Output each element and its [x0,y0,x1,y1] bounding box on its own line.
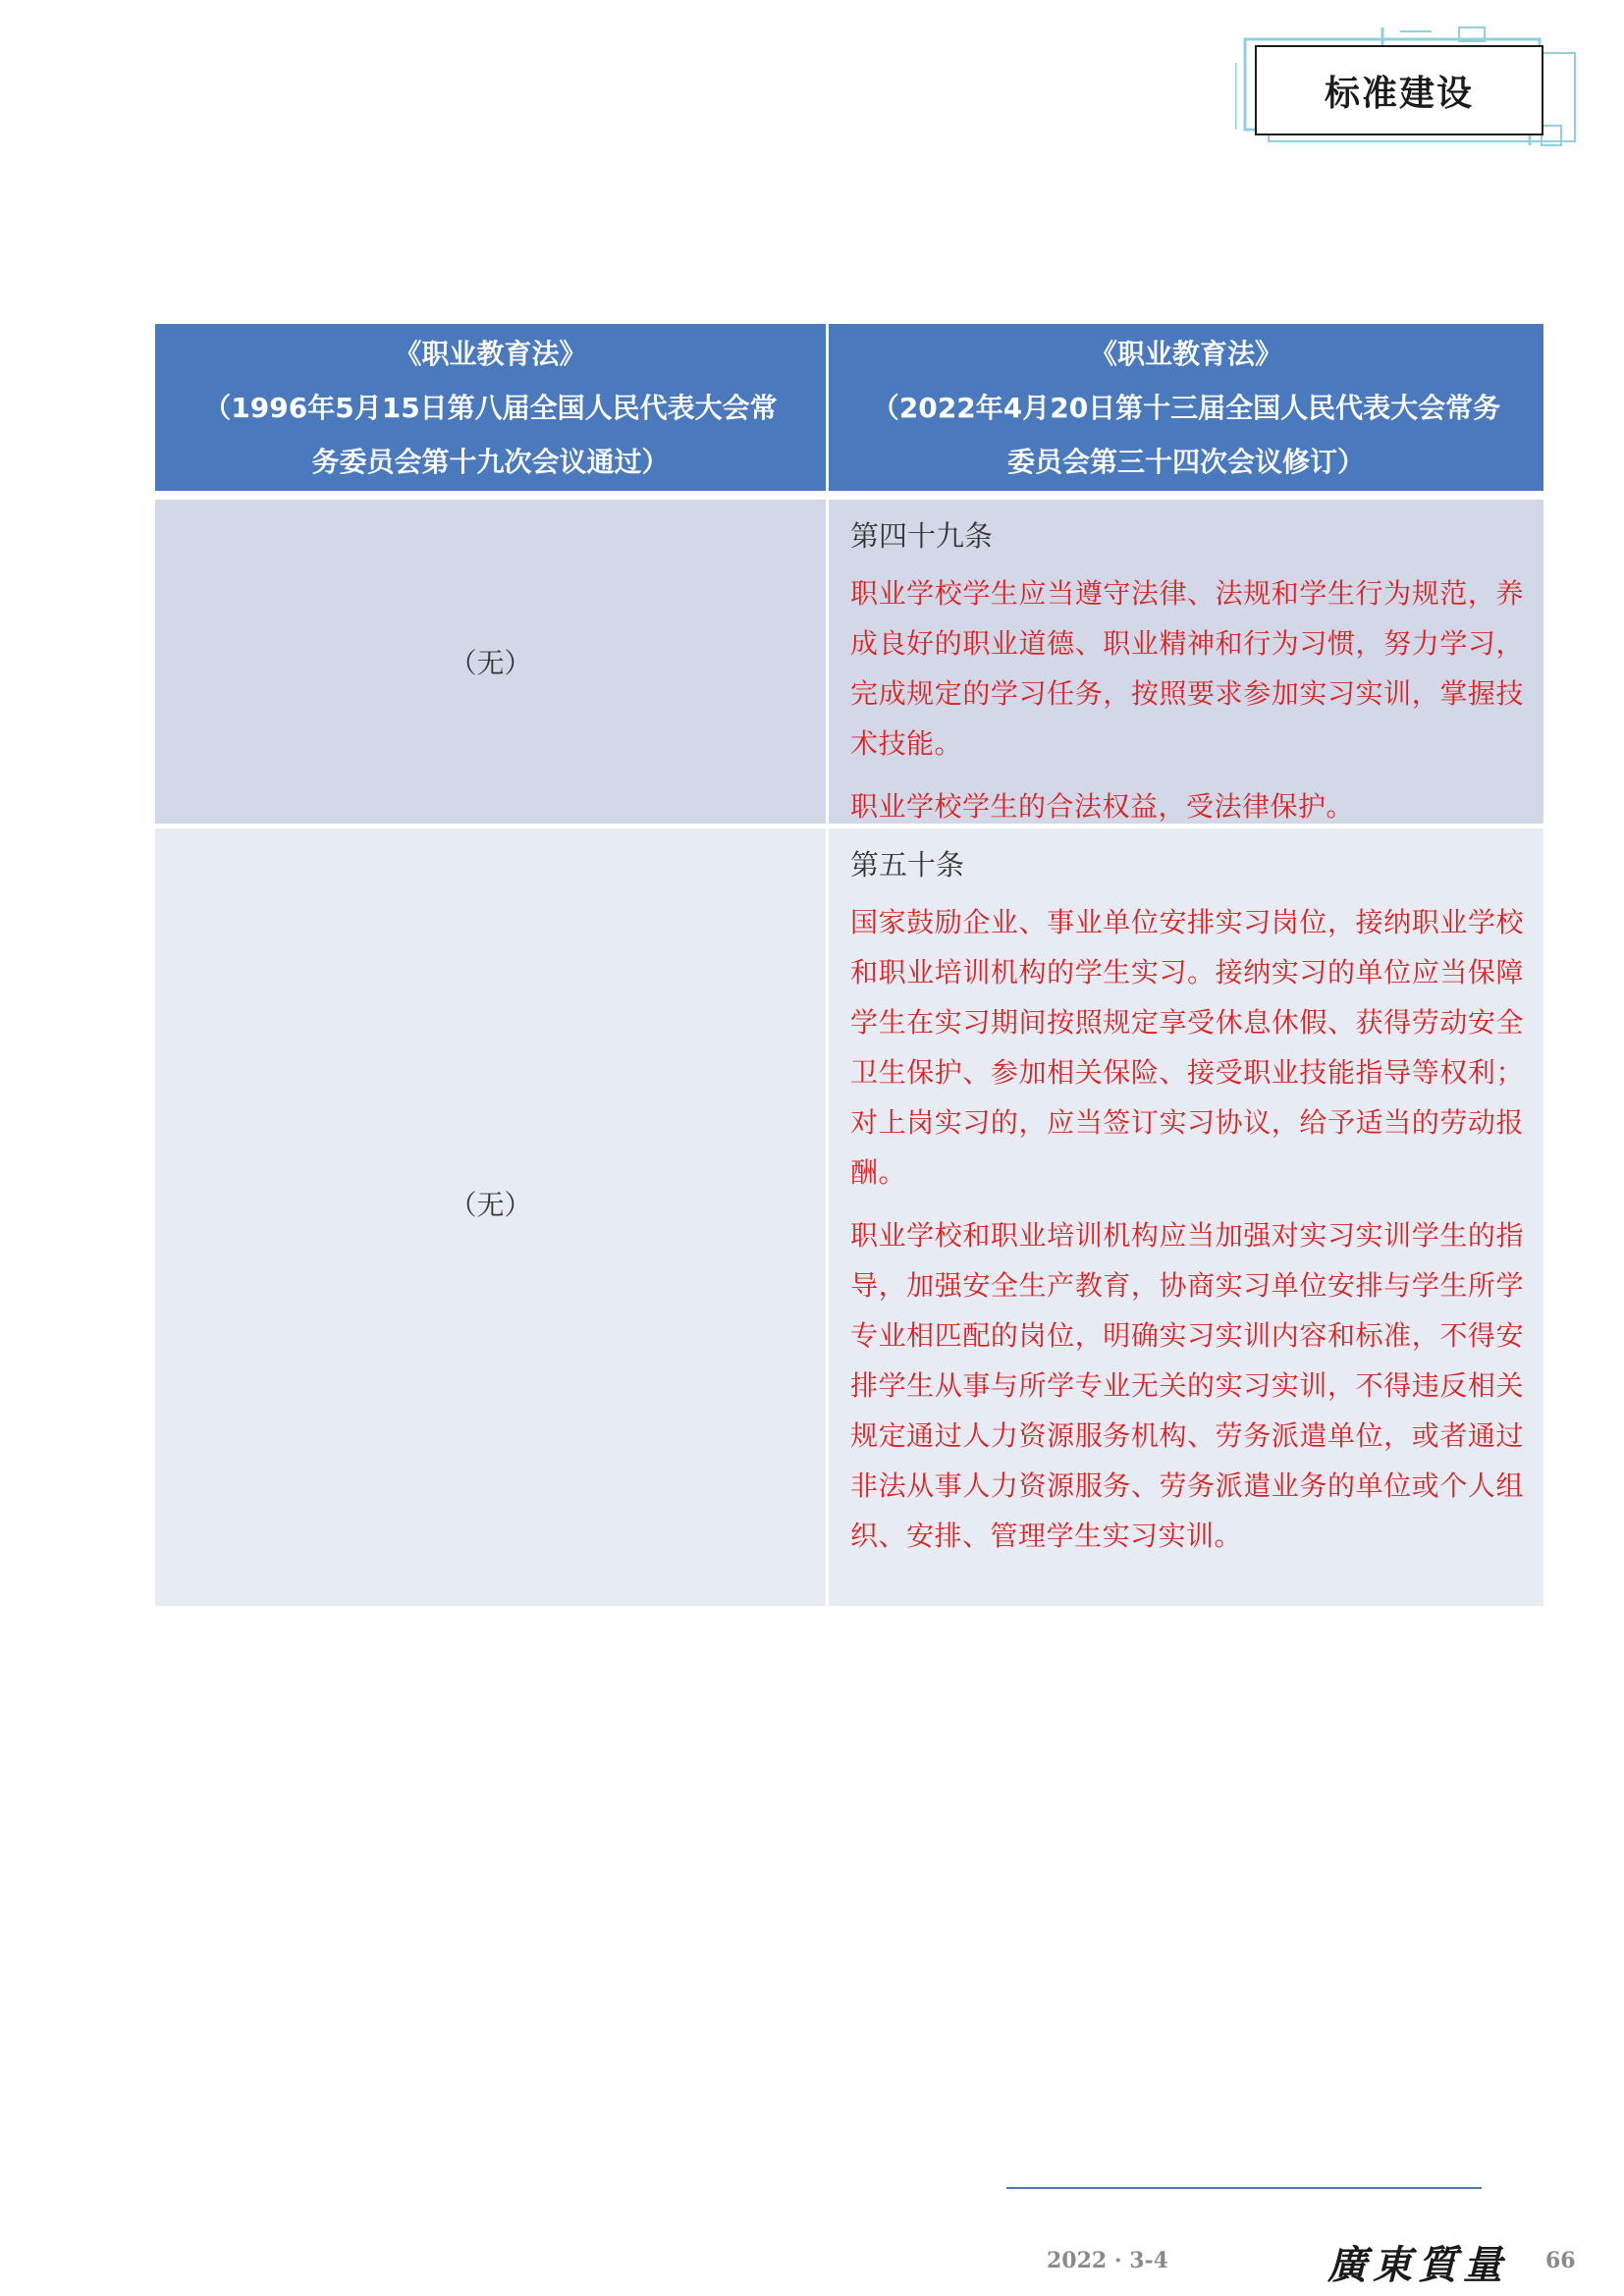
article-paragraph: 职业学校学生应当遵守法律、法规和学生行为规范，养成良好的职业道德、职业精神和行为习惯，努力学习，完成规定的学习任务，按照要求参加实习实训，掌握技术技能。 [850,577,1524,760]
magazine-logo: 廣東質量 [1327,2242,1508,2288]
badge-box [1255,45,1543,135]
header-left-line2: 务委员会第十九次会议通过） [311,445,670,478]
article-paragraph: 职业学校和职业培训机构应当加强对实习实训学生的指导，加强安全生产教育，协商实习单位安排与学生所学专业相匹配的岗位，明确实习实训内容和标准，不得安排学生从事与所学专业无关的实习实训，不得违反相关规定通过人力资源服务机构、劳务派遣单位，或者通过非法从事人力资源服务、劳务派遣业务的单位或个人组织、安排、管理学生实习实训。 [850,1219,1524,1552]
header-cell-1996 [155,324,826,491]
article-paragraph: 国家鼓励企业、事业单位安排实习岗位，接纳职业学校和职业培训机构的学生实习。接纳实习的单位应当保障学生在实习期间按照规定享受休息休假、获得劳动安全卫生保护、参加相关保险、接受职业技能指导等权利；对上岗实习的，应当签订实习协议，给予适当的劳动报酬。 [850,906,1524,1189]
new-law-cell [829,500,1543,824]
header-right-line1: （2022年4月20日第十三届全国人民代表大会常务 [871,391,1501,424]
article-title: 第四十九条 [850,519,994,553]
issue-date: 2022 · 3-4 [1047,2248,1168,2273]
header-right-line2: 委员会第三十四次会议修订） [1006,445,1365,478]
old-law-none: （无） [449,1189,532,1221]
section-title: 标准建设 [1324,73,1474,114]
article-title: 第五十条 [850,848,965,881]
header-cell-2022 [829,324,1543,491]
article-50 [829,828,1543,1561]
old-law-cell [155,500,826,824]
new-law-cell [829,828,1543,1606]
page-number: 66 [1545,2248,1576,2273]
old-law-none: （无） [449,647,532,679]
header-left-title: 《职业教育法》 [394,337,587,370]
article-49 [829,500,1543,831]
table-row [155,500,1543,824]
comparison-table [155,324,1543,1606]
article-paragraph: 职业学校学生的合法权益，受法律保护。 [850,790,1355,823]
header-right-title: 《职业教育法》 [1089,337,1282,370]
header-left-line1: （1996年5月15日第八届全国人民代表大会常 [203,391,778,424]
old-law-cell [155,828,826,1606]
table-header-row [155,324,1543,491]
table-row [155,828,1543,1606]
section-badge [1235,24,1581,149]
footer-divider [1006,2187,1482,2189]
